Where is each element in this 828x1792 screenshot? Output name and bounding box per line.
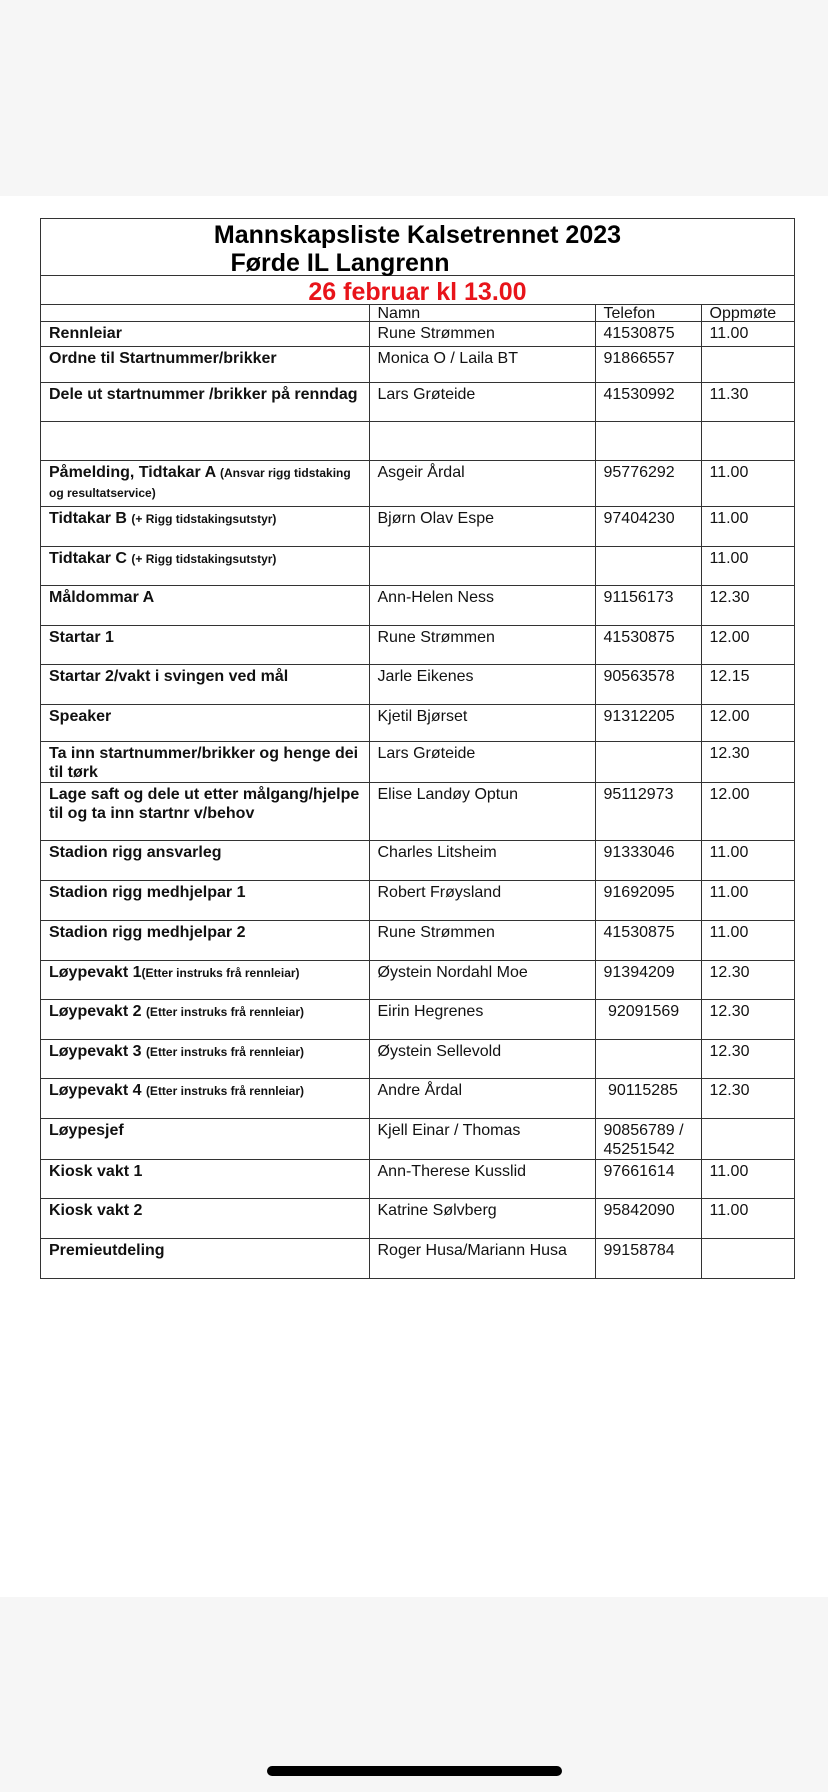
cell-phone: 91866557 xyxy=(595,347,701,383)
cell-phone: 95776292 xyxy=(595,461,701,507)
table-row xyxy=(41,322,794,347)
role-label: Rennleiar xyxy=(49,325,122,342)
cell-role xyxy=(41,705,369,742)
role-label: Kiosk vakt 1 xyxy=(49,1163,143,1180)
cell-phone: 90115285 xyxy=(595,1079,701,1119)
cell-time: 12.30 xyxy=(701,586,794,626)
cell-phone: 95112973 xyxy=(595,783,701,841)
cell-name: Rune Strømmen xyxy=(369,921,595,961)
cell-role xyxy=(41,1160,369,1199)
role-label: Løypevakt 4 xyxy=(49,1082,146,1099)
cell-name: Bjørn Olav Espe xyxy=(369,507,595,547)
cell-phone: 41530875 xyxy=(595,322,701,347)
cell-role xyxy=(41,742,369,783)
cell-name xyxy=(369,547,595,586)
roster-sheet xyxy=(40,218,795,1279)
document-subtitle: Førde IL Langrenn xyxy=(230,249,450,277)
role-label: Påmelding, Tidtakar A xyxy=(49,464,221,481)
cell-phone: 41530992 xyxy=(595,383,701,422)
table-row xyxy=(41,961,794,1000)
cell-time: 12.00 xyxy=(701,705,794,742)
cell-role xyxy=(41,841,369,881)
role-note: (Etter instruks frå rennleiar) xyxy=(141,966,300,980)
document-title: Mannskapsliste Kalsetrennet 2023 xyxy=(213,221,622,249)
cell-role xyxy=(41,1079,369,1119)
cell-name: Lars Grøteide xyxy=(369,742,595,783)
role-label: Stadion rigg ansvarleg xyxy=(49,844,222,861)
cell-phone: 91692095 xyxy=(595,881,701,921)
cell-time: 11.00 xyxy=(701,1160,794,1199)
cell-time xyxy=(701,422,794,461)
table-row xyxy=(41,742,794,783)
cell-name: Monica O / Laila BT xyxy=(369,347,595,383)
cell-name xyxy=(369,422,595,461)
role-label: Startar 1 xyxy=(49,629,114,646)
cell-time xyxy=(701,1239,794,1278)
cell-role xyxy=(41,1199,369,1239)
table-row xyxy=(41,547,794,586)
cell-role xyxy=(41,961,369,1000)
cell-time: 11.00 xyxy=(701,881,794,921)
cell-phone: 99158784 xyxy=(595,1239,701,1278)
cell-time: 12.00 xyxy=(701,626,794,665)
cell-role xyxy=(41,383,369,422)
cell-time: 11.00 xyxy=(701,841,794,881)
cell-time: 11.00 xyxy=(701,921,794,961)
title-block xyxy=(41,219,794,276)
table-row xyxy=(41,783,794,841)
cell-name: Andre Årdal xyxy=(369,1079,595,1119)
cell-role xyxy=(41,322,369,347)
home-indicator xyxy=(267,1766,562,1776)
role-label: Lage saft og dele ut etter målgang/hjelpe til og ta inn startnr v/behov xyxy=(49,786,360,822)
table-row xyxy=(41,921,794,961)
table-row xyxy=(41,1239,794,1278)
role-label: Premieutdeling xyxy=(49,1242,165,1259)
table-row xyxy=(41,383,794,422)
cell-phone: 91333046 xyxy=(595,841,701,881)
cell-name: Robert Frøysland xyxy=(369,881,595,921)
table-row xyxy=(41,1079,794,1119)
cell-time: 11.30 xyxy=(701,383,794,422)
cell-role xyxy=(41,422,369,461)
table-header-row xyxy=(41,305,794,322)
cell-time: 11.00 xyxy=(701,507,794,547)
cell-phone: 90856789 / 45251542 xyxy=(595,1119,701,1160)
role-label: Løypesjef xyxy=(49,1122,124,1139)
cell-time: 12.00 xyxy=(701,783,794,841)
cell-phone xyxy=(595,1040,701,1079)
role-label: Dele ut startnummer /brikker på renndag xyxy=(49,386,358,403)
cell-phone: 41530875 xyxy=(595,921,701,961)
event-date: 26 februar kl 13.00 xyxy=(41,276,794,305)
cell-role xyxy=(41,1239,369,1278)
cell-role xyxy=(41,783,369,841)
cell-name: Katrine Sølvberg xyxy=(369,1199,595,1239)
role-label: Måldommar A xyxy=(49,589,155,606)
cell-name: Kjetil Bjørset xyxy=(369,705,595,742)
cell-name: Elise Landøy Optun xyxy=(369,783,595,841)
role-label: Speaker xyxy=(49,708,112,725)
cell-phone: 91312205 xyxy=(595,705,701,742)
cell-time: 12.30 xyxy=(701,1040,794,1079)
document-page xyxy=(0,196,828,1597)
table-row xyxy=(41,626,794,665)
table-row xyxy=(41,586,794,626)
cell-role xyxy=(41,1119,369,1160)
header-role xyxy=(41,305,369,322)
role-note: (Etter instruks frå rennleiar) xyxy=(145,1084,304,1098)
table-row xyxy=(41,507,794,547)
cell-phone: 90563578 xyxy=(595,665,701,705)
table-row xyxy=(41,461,794,507)
table-row xyxy=(41,1000,794,1040)
table-row xyxy=(41,422,794,461)
role-label: Stadion rigg medhjelpar 2 xyxy=(49,924,246,941)
cell-role xyxy=(41,347,369,383)
table-row xyxy=(41,881,794,921)
cell-role xyxy=(41,1000,369,1040)
cell-phone: 41530875 xyxy=(595,626,701,665)
role-label: Løypevakt 2 xyxy=(49,1003,146,1020)
role-label: Kiosk vakt 2 xyxy=(49,1202,143,1219)
cell-name: Jarle Eikenes xyxy=(369,665,595,705)
role-label: Startar 2/vakt i svingen ved mål xyxy=(49,668,289,685)
cell-time xyxy=(701,347,794,383)
role-label: Stadion rigg medhjelpar 1 xyxy=(49,884,246,901)
cell-name: Roger Husa/Mariann Husa xyxy=(369,1239,595,1278)
cell-name: Asgeir Årdal xyxy=(369,461,595,507)
cell-time: 11.00 xyxy=(701,322,794,347)
role-note: (Ansvar rigg tidstaking og resultatservice) xyxy=(49,466,351,500)
cell-name: Charles Litsheim xyxy=(369,841,595,881)
cell-role xyxy=(41,461,369,507)
header-time: Oppmøte xyxy=(701,305,794,322)
cell-phone: 97661614 xyxy=(595,1160,701,1199)
role-label: Tidtakar B xyxy=(49,510,132,527)
cell-role xyxy=(41,665,369,705)
table-row xyxy=(41,665,794,705)
role-label: Ta inn startnummer/brikker og henge dei til tørk xyxy=(49,745,359,781)
cell-role xyxy=(41,547,369,586)
role-note: (Etter instruks frå rennleiar) xyxy=(145,1005,304,1019)
cell-phone: 91156173 xyxy=(595,586,701,626)
cell-name: Rune Strømmen xyxy=(369,322,595,347)
role-label: Løypevakt 3 xyxy=(49,1043,146,1060)
cell-name: Ann-Helen Ness xyxy=(369,586,595,626)
cell-time: 12.15 xyxy=(701,665,794,705)
table-row xyxy=(41,841,794,881)
table-row xyxy=(41,1119,794,1160)
cell-role xyxy=(41,626,369,665)
cell-time: 12.30 xyxy=(701,742,794,783)
cell-phone xyxy=(595,547,701,586)
cell-role xyxy=(41,1040,369,1079)
table-row xyxy=(41,1040,794,1079)
cell-name: Lars Grøteide xyxy=(369,383,595,422)
cell-time: 12.30 xyxy=(701,961,794,1000)
cell-role xyxy=(41,586,369,626)
table-row xyxy=(41,1199,794,1239)
role-note: (+ Rigg tidstakingsutstyr) xyxy=(131,552,277,566)
cell-phone xyxy=(595,422,701,461)
cell-time: 11.00 xyxy=(701,547,794,586)
table-row xyxy=(41,705,794,742)
role-note: (+ Rigg tidstakingsutstyr) xyxy=(131,512,277,526)
cell-time xyxy=(701,1119,794,1160)
table-row xyxy=(41,347,794,383)
header-name: Namn xyxy=(369,305,595,322)
table-row xyxy=(41,1160,794,1199)
cell-time: 12.30 xyxy=(701,1079,794,1119)
cell-time: 11.00 xyxy=(701,461,794,507)
header-phone: Telefon xyxy=(595,305,701,322)
cell-role xyxy=(41,921,369,961)
cell-phone: 97404230 xyxy=(595,507,701,547)
role-label: Løypevakt 1 xyxy=(49,964,142,981)
cell-phone xyxy=(595,742,701,783)
cell-time: 12.30 xyxy=(701,1000,794,1040)
cell-phone: 91394209 xyxy=(595,961,701,1000)
cell-phone: 92091569 xyxy=(595,1000,701,1040)
role-note: (Etter instruks frå rennleiar) xyxy=(145,1045,304,1059)
cell-name: Eirin Hegrenes xyxy=(369,1000,595,1040)
cell-name: Øystein Nordahl Moe xyxy=(369,961,595,1000)
cell-role xyxy=(41,881,369,921)
cell-time: 11.00 xyxy=(701,1199,794,1239)
roster-table xyxy=(41,305,794,1278)
cell-name: Øystein Sellevold xyxy=(369,1040,595,1079)
role-label: Ordne til Startnummer/brikker xyxy=(49,350,277,367)
cell-role xyxy=(41,507,369,547)
role-label: Tidtakar C xyxy=(49,550,132,567)
cell-name: Ann-Therese Kusslid xyxy=(369,1160,595,1199)
cell-name: Kjell Einar / Thomas xyxy=(369,1119,595,1160)
cell-name: Rune Strømmen xyxy=(369,626,595,665)
cell-phone: 95842090 xyxy=(595,1199,701,1239)
